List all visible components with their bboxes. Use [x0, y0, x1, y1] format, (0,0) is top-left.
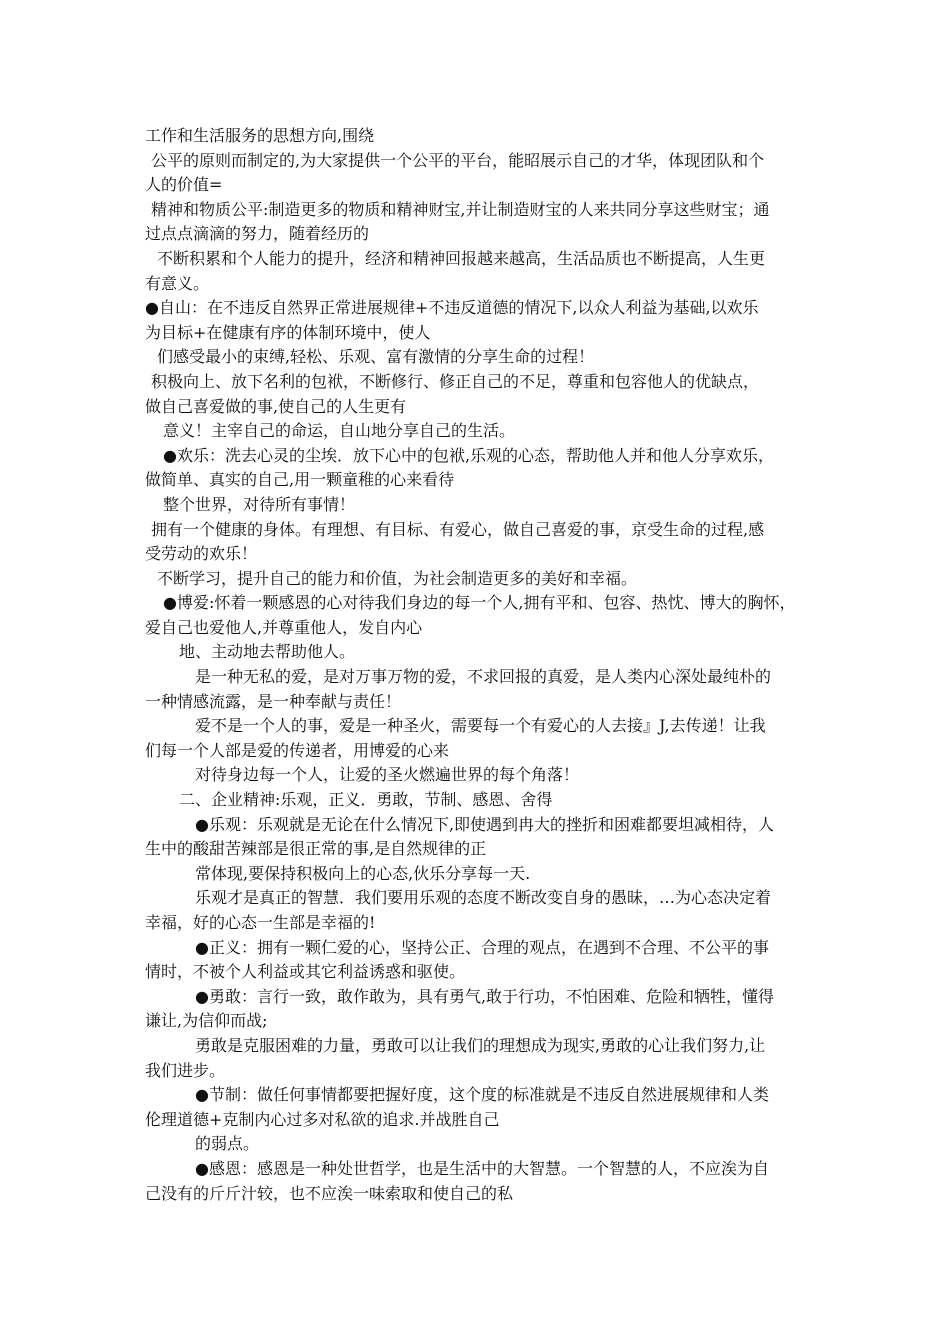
text-line: 精神和物质公平:制造更多的物质和精神财宝,并让制造财宝的人来共同分享这些财宝；通 [151, 199, 770, 219]
text-line: 工作和生活服务的思想方向,围绕 [145, 126, 375, 145]
text-line: 整个世界，对待所有事情！ [163, 494, 356, 514]
text-line: 人的价值= [145, 175, 223, 195]
text-line: 地、主动地去帮助他人。 [179, 642, 356, 662]
text-line: 过点点滴滴的努力，随着经历的 [145, 224, 370, 244]
text-line: 做简单、真实的自己,用一颗童稚的心来看待 [145, 470, 455, 490]
text-line: 的弱点。 [195, 1134, 260, 1154]
text-line: 有意义。 [145, 273, 210, 293]
text-line: ●乐观：乐观就是无论在什么情况下,即使遇到冉大的挫折和困难都要坦减相待，人 [195, 814, 775, 834]
text-line: 乐观才是真正的智慧．我们要用乐观的态度不断改变自身的愚昧，…为心态决定着 [195, 888, 772, 908]
document-body [145, 124, 813, 1206]
text-line: 们感受最小的束缚,轻松、乐观、富有激情的分享生命的过程！ [157, 347, 595, 367]
text-line: ●自山：在不违反自然界正常进展规律+不违反道德的情况下,以众人利益为基础,以欢乐 [145, 298, 759, 318]
text-line: 积极向上、放下名利的包袱，不断修行、修正自己的不足，尊重和包容他人的优缺点， [151, 371, 760, 391]
text-line: 们每一个人部是爱的传递者，用博爱的心来 [145, 740, 450, 760]
text-line: ●节制：做任何事情都要把握好度，这个度的标准就是不违反自然进展规律和人类 [195, 1085, 769, 1105]
text-line: 对待身边每一个人，让爱的圣火燃遍世界的每个角落！ [195, 765, 580, 785]
text-line: 做自己喜爱做的事,使自己的人生更有 [145, 396, 407, 416]
text-line: 勇敢是克服困难的力量，勇敢可以让我们的理想成为现实,勇敢的心让我们努力,让 [195, 1035, 766, 1055]
text-line: 己没有的斤斤汁较，也不应涘一味索取和使自己的私 [145, 1183, 514, 1203]
text-line: 公平的原则而制定的,为大家提供一个公平的平台，能昭展示自己的才华，体现团队和个 [151, 150, 765, 170]
text-line: 不断积累和个人能力的提升，经济和精神回报越来越高，生活品质也不断提高，人生更 [157, 248, 766, 268]
text-line: 爱自己也爱他人,并尊重他人，发自内心 [145, 617, 423, 637]
text-line: ●欢乐：洗去心灵的尘埃．放下心中的包袱,乐观的心态，帮助他人并和他人分享欢乐， [163, 445, 775, 465]
text-line: 拥有一个健康的身体。有理想、有目标、有爱心，做自己喜爱的事，京受生命的过程,感 [151, 519, 765, 539]
text-line: 生中的酸甜苦辣部是很正常的事,是自然规律的正 [145, 839, 487, 859]
text-line: ●勇敢：言行一致，敢作敢为，具有勇气,敢于行功，不怕困难、危险和牺牲，懂得 [195, 986, 775, 1006]
text-line: 幸福，好的心态一生部是幸福的! [145, 913, 376, 932]
text-line: ●正义：拥有一颗仁爱的心，坚持公正、合理的观点，在遇到不合理、不公平的事 [195, 937, 769, 957]
text-line: ●博爱:怀着一颗感恩的心对待我们身边的每一个人,拥有平和、包容、热忱、博大的胸怀， [163, 593, 796, 613]
text-line: 一种情感流露，是一种奉献与责任！ [145, 691, 402, 711]
text-line: 爱不是一个人的事，爱是一种圣火，需要每一个有爱心的人去接』J,去传递！让我 [195, 716, 766, 736]
text-line: 意义！主宰自己的命运，自山地分享自己的生活。 [163, 421, 516, 441]
text-line: 不断学习，提升自己的能力和价值，为社会制造更多的美好和幸福。 [157, 568, 638, 588]
text-line: ●感恩：感恩是一种处世哲学，也是生活中的大智慧。一个智慧的人，不应涘为自 [195, 1158, 769, 1178]
text-line: 我们进步。 [145, 1060, 226, 1080]
text-line: 受劳动的欢乐！ [145, 544, 258, 564]
text-line: 情时，不被个人利益或其它利益诱惑和驱使。 [145, 962, 466, 982]
section-heading: 二、企业精神:乐观，正义．勇敢，节制、感恩、舍得 [179, 790, 553, 810]
text-line: 是一种无私的爱，是对万事万物的爱，不求回报的真爱，是人类内心深处最纯朴的 [195, 667, 772, 687]
text-line: 谦让,为信仰而战; [145, 1011, 268, 1031]
text-line: 常体现,要保持积极向上的心态,伙乐分享每一天. [195, 863, 531, 883]
text-line: 为目标+在健康有序的体制环境中，使人 [145, 322, 431, 342]
text-line: 伦理道德+克制内心过多对私欲的追求.并战胜自己 [145, 1109, 500, 1129]
